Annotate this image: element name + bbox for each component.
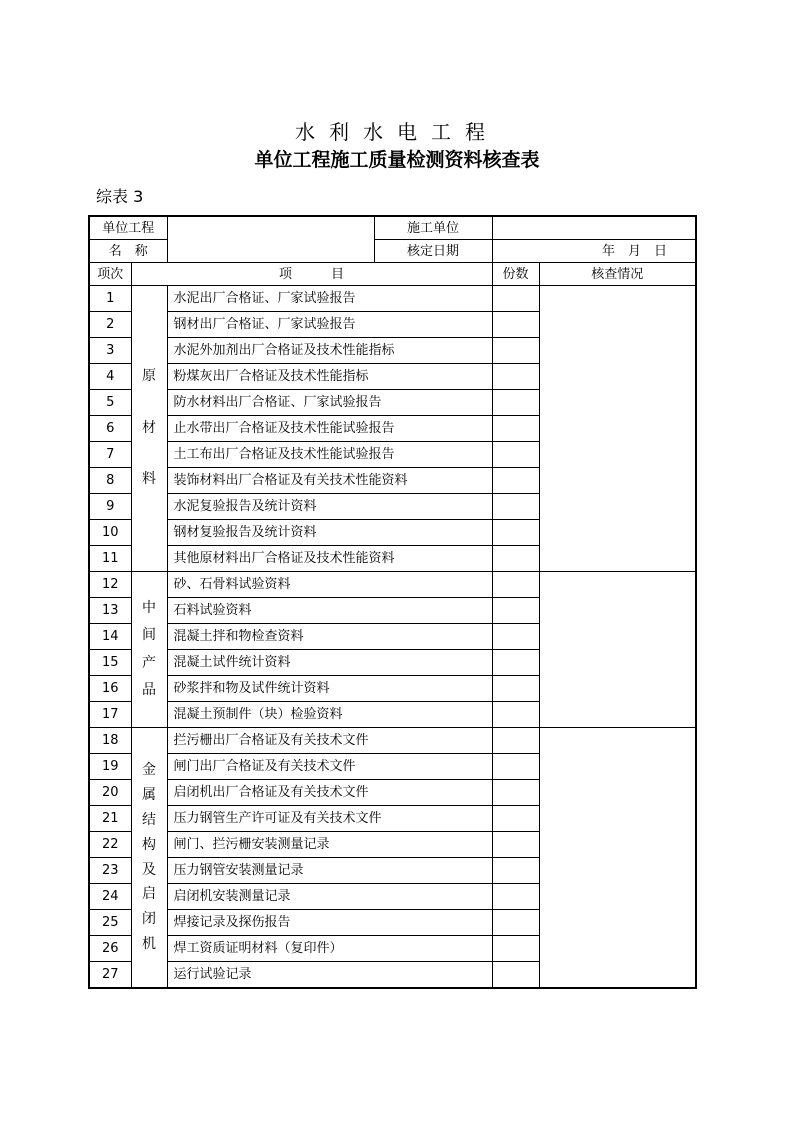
- item-description: 水泥出厂合格证、厂家试验报告: [167, 286, 492, 312]
- item-description: 焊接记录及探伤报告: [167, 910, 492, 936]
- copies-cell[interactable]: [492, 390, 539, 416]
- row-number: 26: [89, 936, 131, 962]
- copies-cell[interactable]: [492, 780, 539, 806]
- copies-cell[interactable]: [492, 624, 539, 650]
- row-number: 15: [89, 650, 131, 676]
- copies-cell[interactable]: [492, 338, 539, 364]
- copies-cell[interactable]: [492, 910, 539, 936]
- group-label: [131, 728, 167, 989]
- item-description: 砂浆拌和物及试件统计资料: [167, 676, 492, 702]
- row-number: 6: [89, 416, 131, 442]
- item-description: 闸门、拦污栅安装测量记录: [167, 832, 492, 858]
- group-label-char: 品: [142, 681, 156, 698]
- row-number: 10: [89, 520, 131, 546]
- row-number: 5: [89, 390, 131, 416]
- row-number: 27: [89, 962, 131, 989]
- copies-cell[interactable]: [492, 286, 539, 312]
- group-label-char: 属: [142, 787, 156, 804]
- copies-cell[interactable]: [492, 520, 539, 546]
- form-number: 综表 3: [96, 187, 144, 206]
- copies-cell[interactable]: [492, 442, 539, 468]
- group-label-char: 构: [142, 836, 156, 853]
- item-description: 闸门出厂合格证及有关技术文件: [167, 754, 492, 780]
- copies-cell[interactable]: [492, 598, 539, 624]
- row-number: 24: [89, 884, 131, 910]
- row-number: 22: [89, 832, 131, 858]
- row-number: 12: [89, 572, 131, 598]
- group-label-char: 中: [142, 600, 156, 617]
- item-description: 混凝土拌和物检查资料: [167, 624, 492, 650]
- item-description: 装饰材料出厂合格证及有关技术性能资料: [167, 468, 492, 494]
- copies-cell[interactable]: [492, 832, 539, 858]
- group-label-char: 结: [142, 811, 156, 828]
- copies-cell[interactable]: [492, 728, 539, 754]
- group-label-char: 启: [142, 886, 156, 903]
- group-label-char: 及: [142, 861, 156, 878]
- group-label-char: 机: [142, 935, 156, 952]
- item-description: 土工布出厂合格证及技术性能试验报告: [167, 442, 492, 468]
- copies-cell[interactable]: [492, 364, 539, 390]
- item-description: 焊工资质证明材料（复印件）: [167, 936, 492, 962]
- row-number: 20: [89, 780, 131, 806]
- check-date-value[interactable]: 年 月 日: [492, 240, 696, 263]
- copies-cell[interactable]: [492, 962, 539, 989]
- item-description: 水泥外加剂出厂合格证及技术性能指标: [167, 338, 492, 364]
- copies-cell[interactable]: [492, 312, 539, 338]
- row-number: 7: [89, 442, 131, 468]
- row-number: 25: [89, 910, 131, 936]
- check-status-cell[interactable]: [539, 286, 696, 572]
- copies-cell[interactable]: [492, 468, 539, 494]
- item-description: 混凝土试件统计资料: [167, 650, 492, 676]
- copies-cell[interactable]: [492, 806, 539, 832]
- copies-cell[interactable]: [492, 702, 539, 728]
- row-number: 14: [89, 624, 131, 650]
- item-description: 压力钢管生产许可证及有关技术文件: [167, 806, 492, 832]
- item-description: 止水带出厂合格证及技术性能试验报告: [167, 416, 492, 442]
- copies-cell[interactable]: [492, 884, 539, 910]
- row-number: 2: [89, 312, 131, 338]
- row-number: 13: [89, 598, 131, 624]
- group-label-char: 材: [142, 419, 156, 436]
- copies-cell[interactable]: [492, 754, 539, 780]
- copies-cell[interactable]: [492, 572, 539, 598]
- group-label-char: 闭: [142, 911, 156, 928]
- row-number: 23: [89, 858, 131, 884]
- construction-unit-value[interactable]: [492, 216, 696, 240]
- row-number: 19: [89, 754, 131, 780]
- group-label: [131, 286, 167, 572]
- group-label-char: 间: [142, 627, 156, 644]
- item-description: 拦污栅出厂合格证及有关技术文件: [167, 728, 492, 754]
- item-description: 石料试验资料: [167, 598, 492, 624]
- unit-project-label-2: 名 称: [89, 240, 167, 263]
- item-description: 其他原材料出厂合格证及技术性能资料: [167, 546, 492, 572]
- copies-cell[interactable]: [492, 858, 539, 884]
- table-row: [89, 572, 696, 598]
- item-description: 水泥复验报告及统计资料: [167, 494, 492, 520]
- row-number: 17: [89, 702, 131, 728]
- document-title-line2: 单位工程施工质量检测资料核查表: [254, 149, 540, 171]
- row-number: 1: [89, 286, 131, 312]
- row-number: 8: [89, 468, 131, 494]
- copies-cell[interactable]: [492, 936, 539, 962]
- item-description: 钢材出厂合格证、厂家试验报告: [167, 312, 492, 338]
- group-label-char: 原: [142, 367, 156, 384]
- check-date-label: 核定日期: [374, 240, 492, 263]
- row-number: 11: [89, 546, 131, 572]
- item-description: 压力钢管安装测量记录: [167, 858, 492, 884]
- copies-cell[interactable]: [492, 676, 539, 702]
- group-label-char: 料: [142, 471, 156, 488]
- construction-unit-label: 施工单位: [374, 216, 492, 240]
- row-number: 9: [89, 494, 131, 520]
- item-description: 启闭机安装测量记录: [167, 884, 492, 910]
- unit-project-label-1: 单位工程: [89, 216, 167, 240]
- col-header-copies: 份数: [492, 263, 539, 286]
- item-description: 运行试验记录: [167, 962, 492, 989]
- table-row: [89, 286, 696, 312]
- col-header-no: 项次: [89, 263, 131, 286]
- item-description: 砂、石骨料试验资料: [167, 572, 492, 598]
- item-description: 粉煤灰出厂合格证及技术性能指标: [167, 364, 492, 390]
- copies-cell[interactable]: [492, 494, 539, 520]
- group-label: [131, 572, 167, 728]
- row-number: 4: [89, 364, 131, 390]
- col-header-item: 项 目: [131, 263, 492, 286]
- document-title-line1: 水利水电工程: [295, 120, 499, 144]
- inspection-table: [88, 215, 697, 989]
- copies-cell[interactable]: [492, 546, 539, 572]
- check-status-cell[interactable]: [539, 572, 696, 728]
- col-header-status: 核查情况: [539, 263, 696, 286]
- item-description: 启闭机出厂合格证及有关技术文件: [167, 780, 492, 806]
- copies-cell[interactable]: [492, 416, 539, 442]
- group-label-char: 金: [142, 762, 156, 779]
- group-label-char: 产: [142, 654, 156, 671]
- item-description: 混凝土预制件（块）检验资料: [167, 702, 492, 728]
- unit-project-value[interactable]: [167, 216, 374, 263]
- item-description: 钢材复验报告及统计资料: [167, 520, 492, 546]
- table-row: [89, 728, 696, 754]
- row-number: 18: [89, 728, 131, 754]
- row-number: 21: [89, 806, 131, 832]
- row-number: 16: [89, 676, 131, 702]
- row-number: 3: [89, 338, 131, 364]
- check-status-cell[interactable]: [539, 728, 696, 989]
- item-description: 防水材料出厂合格证、厂家试验报告: [167, 390, 492, 416]
- copies-cell[interactable]: [492, 650, 539, 676]
